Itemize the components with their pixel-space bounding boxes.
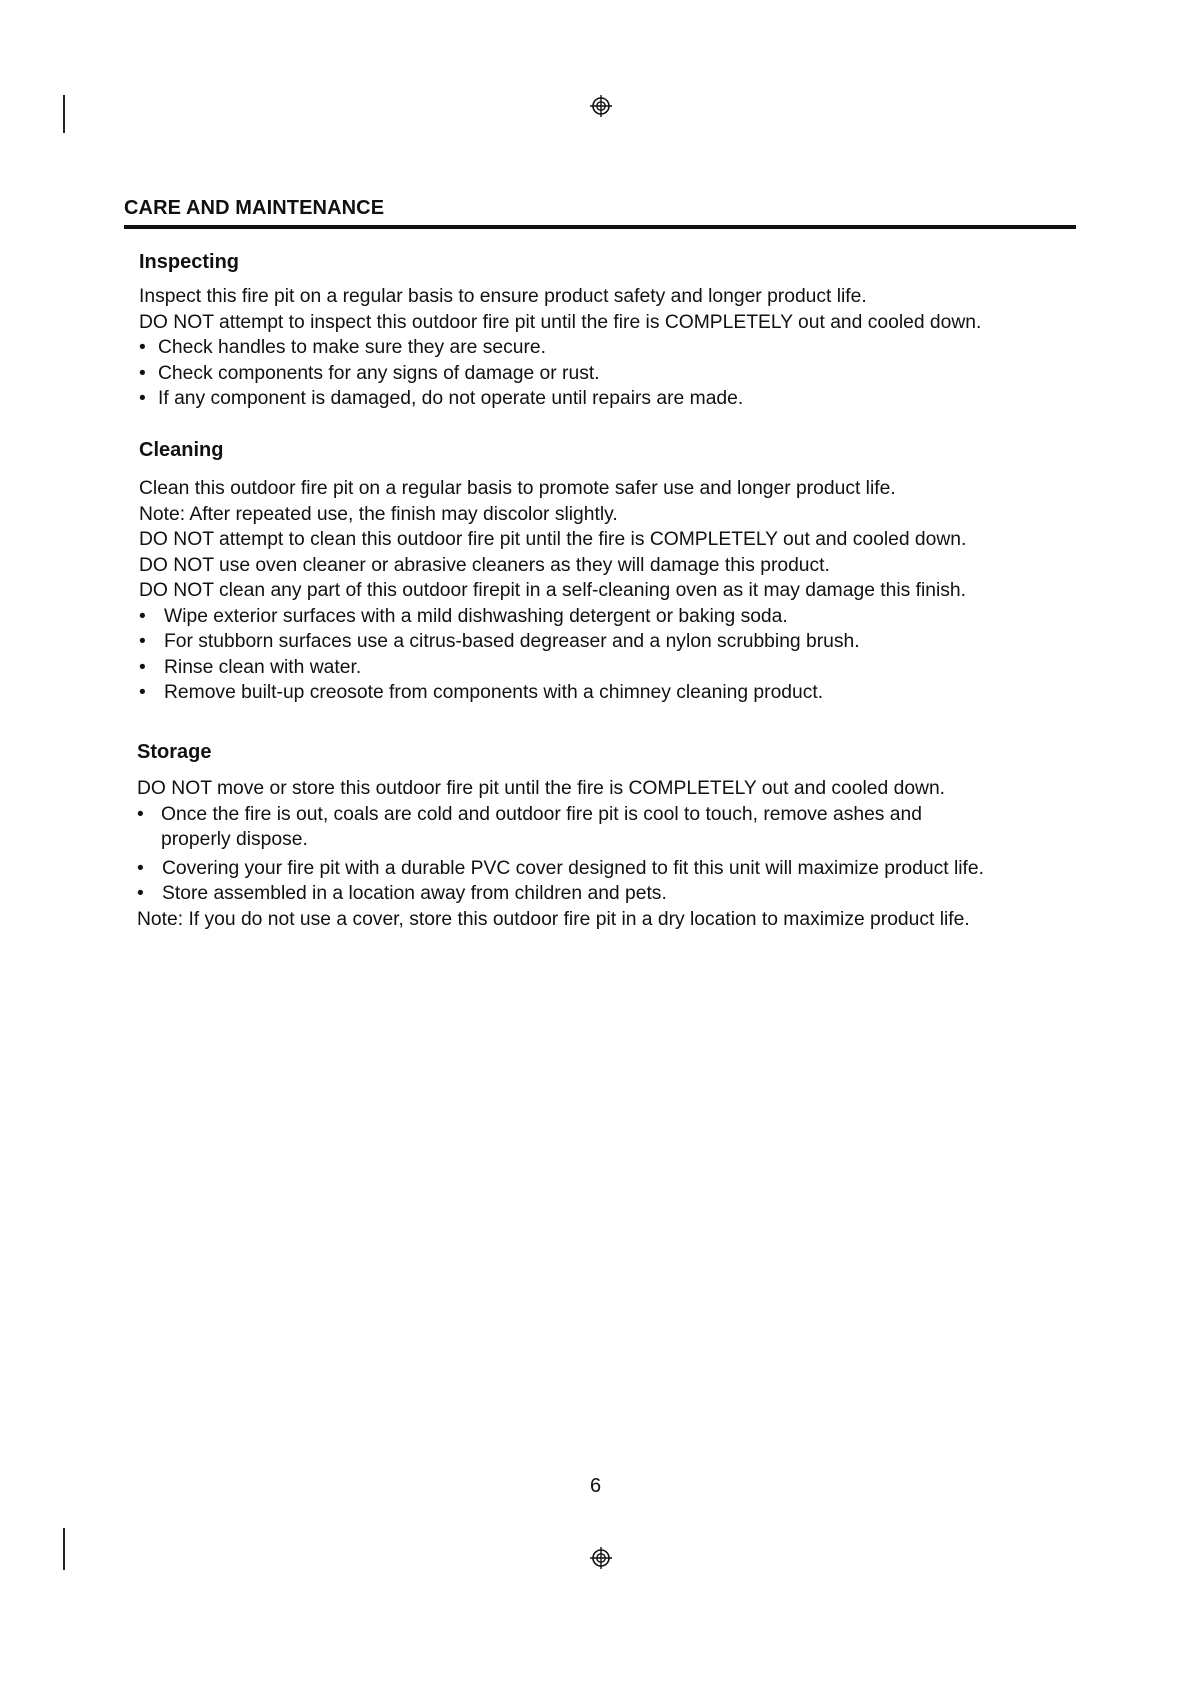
cleaning-section: [139, 438, 1079, 706]
list-item: [137, 802, 1077, 853]
inspecting-body: [139, 284, 1079, 412]
warning-paragraph: DO NOT attempt to clean this outdoor fire pit until the fire is COMPLETELY out and cooled down.: [139, 529, 967, 550]
list-item: • Check handles to make sure they are secure.: [139, 335, 1079, 361]
section-divider: [124, 225, 1076, 229]
paragraph: Clean this outdoor fire pit on a regular basis to promote safer use and longer product life.: [139, 478, 896, 499]
list-item: • Covering your fire pit with a durable PVC cover designed to fit this unit will maximize product life.: [137, 856, 1077, 882]
storage-section: [137, 740, 1077, 932]
note-paragraph: Note: After repeated use, the finish may discolor slightly.: [139, 503, 618, 525]
inspecting-heading: Inspecting: [139, 251, 240, 273]
crop-mark-bottom: [63, 1528, 65, 1570]
cleaning-body: [139, 476, 1079, 706]
section-title: CARE AND MAINTENANCE: [124, 197, 385, 219]
paragraph: Inspect this fire pit on a regular basis to ensure product safety and longer product life.: [139, 286, 867, 307]
warning-paragraph: DO NOT use oven cleaner or abrasive cleaners as they will damage this product.: [139, 554, 830, 576]
warning-paragraph: DO NOT clean any part of this outdoor firepit in a self-cleaning oven as it may damage this finish.: [139, 580, 967, 601]
list-item: • Store assembled in a location away from children and pets.: [137, 881, 1077, 907]
list-item: • Rinse clean with water.: [139, 655, 1079, 681]
list-item-line: • Once the fire is out, coals are cold and outdoor fire pit is cool to touch, remove ashes and: [161, 803, 922, 825]
list-item: • If any component is damaged, do not operate until repairs are made.: [139, 386, 1079, 412]
warning-paragraph: DO NOT attempt to inspect this outdoor fire pit until the fire is COMPLETELY out and cooled down.: [139, 311, 982, 333]
list-item: • Remove built-up creosote from components with a chimney cleaning product.: [139, 680, 1079, 706]
registration-target-icon: [589, 1546, 613, 1570]
crop-mark-top: [63, 95, 65, 133]
storage-heading: Storage: [137, 741, 212, 763]
list-item: • For stubborn surfaces use a citrus-based degreaser and a nylon scrubbing brush.: [139, 629, 1079, 655]
cleaning-heading: Cleaning: [139, 439, 224, 461]
inspecting-section: [139, 250, 1079, 412]
registration-target-icon: [589, 94, 613, 118]
page-number: 6: [589, 1475, 602, 1497]
list-item: • Wipe exterior surfaces with a mild dishwashing detergent or baking soda.: [139, 604, 1079, 630]
list-item-line: properly dispose.: [161, 829, 308, 850]
list-item: • Check components for any signs of damage or rust.: [139, 361, 1079, 387]
warning-paragraph: DO NOT move or store this outdoor fire pit until the fire is COMPLETELY out and cooled down.: [137, 778, 946, 799]
note-paragraph: Note: If you do not use a cover, store this outdoor fire pit in a dry location to maximize product life.: [137, 908, 970, 930]
storage-body: [137, 776, 1077, 932]
